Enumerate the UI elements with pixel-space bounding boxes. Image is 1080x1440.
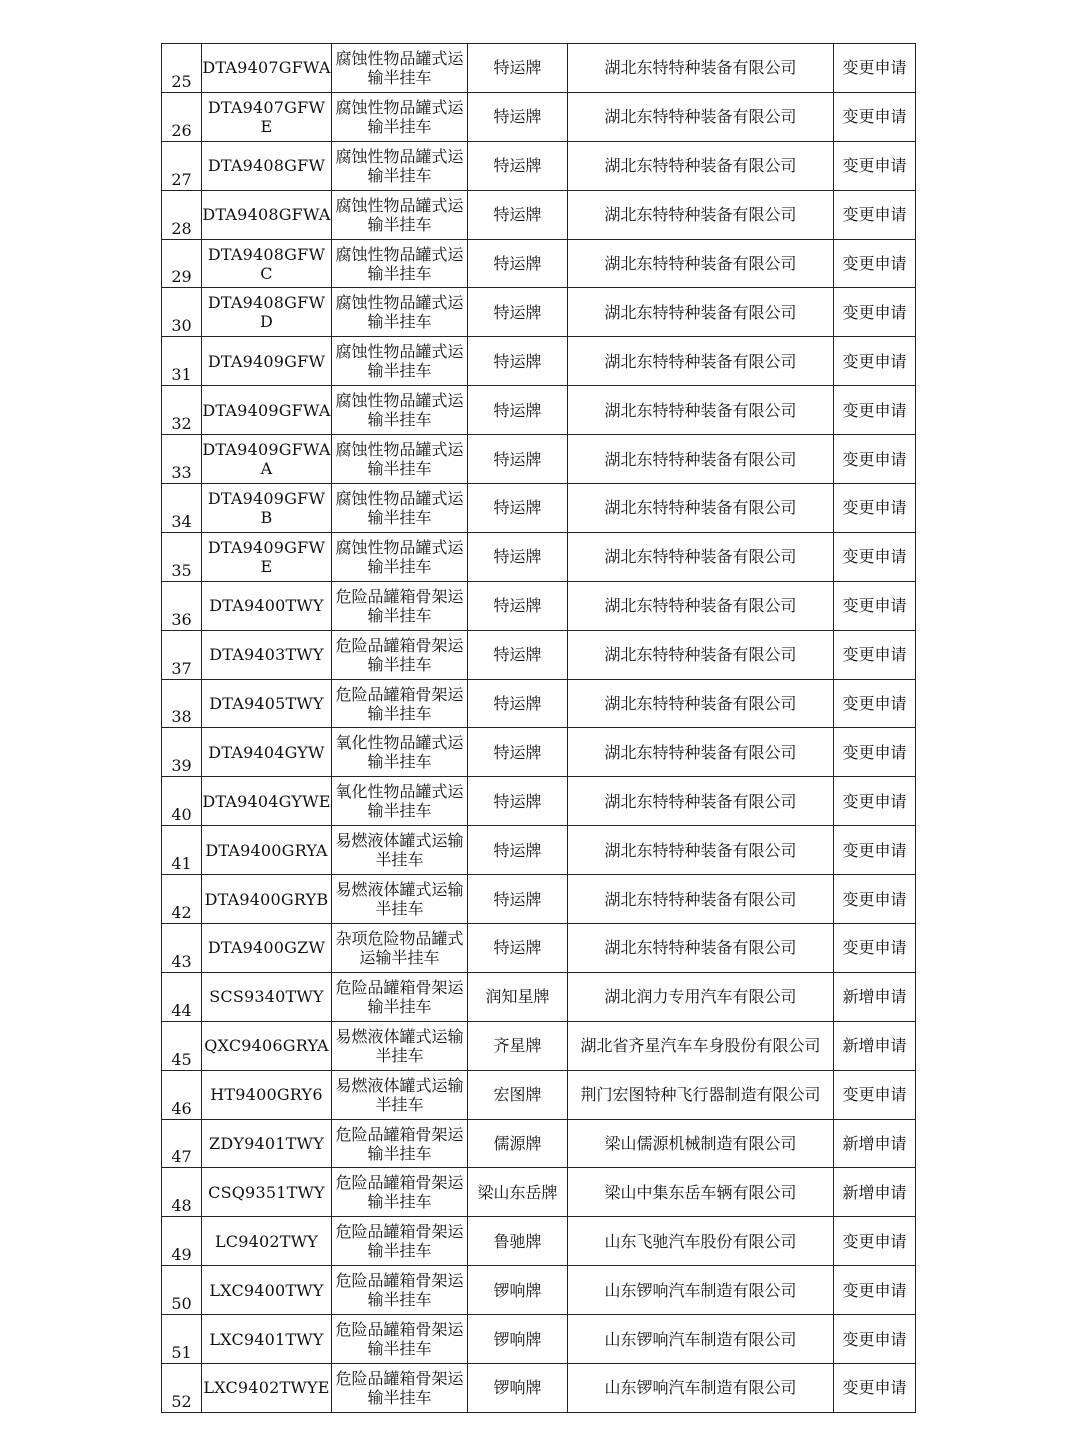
vehicle-name-cell: 腐蚀性物品罐式运输半挂车	[332, 532, 468, 581]
company-cell: 湖北东特特种装备有限公司	[568, 924, 834, 973]
table-row	[162, 1070, 916, 1119]
company-cell: 湖北东特特种装备有限公司	[568, 581, 834, 630]
table-row	[162, 728, 916, 777]
row-number-cell: 32	[162, 386, 202, 435]
row-number-cell: 35	[162, 532, 202, 581]
brand-cell: 儒源牌	[468, 1119, 568, 1168]
vehicle-name-cell: 易燃液体罐式运输半挂车	[332, 826, 468, 875]
row-number-cell: 44	[162, 972, 202, 1021]
table-row	[162, 288, 916, 337]
row-number-cell: 51	[162, 1315, 202, 1364]
table-row	[162, 972, 916, 1021]
brand-cell: 特运牌	[468, 826, 568, 875]
application-type-cell: 变更申请	[834, 875, 916, 924]
application-type-cell: 变更申请	[834, 679, 916, 728]
table-row	[162, 190, 916, 239]
row-number-cell: 27	[162, 141, 202, 190]
row-number-cell: 52	[162, 1364, 202, 1413]
vehicle-name-cell: 危险品罐箱骨架运输半挂车	[332, 1168, 468, 1217]
vehicle-model-cell: LC9402TWY	[202, 1217, 332, 1266]
company-cell: 山东锣响汽车制造有限公司	[568, 1315, 834, 1364]
table-row	[162, 484, 916, 533]
vehicle-model-cell: DTA9404GYW	[202, 728, 332, 777]
table-row	[162, 1168, 916, 1217]
company-cell: 湖北东特特种装备有限公司	[568, 875, 834, 924]
vehicle-name-cell: 危险品罐箱骨架运输半挂车	[332, 1315, 468, 1364]
brand-cell: 特运牌	[468, 92, 568, 141]
table-row	[162, 581, 916, 630]
vehicle-name-cell: 易燃液体罐式运输半挂车	[332, 1070, 468, 1119]
application-type-cell: 变更申请	[834, 190, 916, 239]
row-number-cell: 30	[162, 288, 202, 337]
application-type-cell: 变更申请	[834, 1217, 916, 1266]
vehicle-name-cell: 氧化性物品罐式运输半挂车	[332, 777, 468, 826]
table-row	[162, 435, 916, 484]
brand-cell: 特运牌	[468, 630, 568, 679]
row-number-cell: 49	[162, 1217, 202, 1266]
application-type-cell: 变更申请	[834, 581, 916, 630]
vehicle-model-cell: LXC9402TWYE	[202, 1364, 332, 1413]
brand-cell: 锣响牌	[468, 1315, 568, 1364]
brand-cell: 特运牌	[468, 288, 568, 337]
table-row	[162, 1315, 916, 1364]
company-cell: 湖北东特特种装备有限公司	[568, 484, 834, 533]
vehicle-name-cell: 危险品罐箱骨架运输半挂车	[332, 1217, 468, 1266]
vehicle-model-cell: ZDY9401TWY	[202, 1119, 332, 1168]
application-type-cell: 变更申请	[834, 826, 916, 875]
row-number-cell: 41	[162, 826, 202, 875]
table-row	[162, 92, 916, 141]
row-number-cell: 43	[162, 924, 202, 973]
application-type-cell: 变更申请	[834, 337, 916, 386]
table-row	[162, 1021, 916, 1070]
vehicle-name-cell: 危险品罐箱骨架运输半挂车	[332, 630, 468, 679]
table-row	[162, 1119, 916, 1168]
vehicle-model-cell: LXC9401TWY	[202, 1315, 332, 1364]
brand-cell: 特运牌	[468, 679, 568, 728]
application-type-cell: 变更申请	[834, 1315, 916, 1364]
vehicle-model-cell: DTA9407GFWA	[202, 44, 332, 93]
vehicle-model-cell: DTA9405TWY	[202, 679, 332, 728]
company-cell: 湖北东特特种装备有限公司	[568, 532, 834, 581]
application-type-cell: 新增申请	[834, 1119, 916, 1168]
vehicle-name-cell: 腐蚀性物品罐式运输半挂车	[332, 288, 468, 337]
row-number-cell: 25	[162, 44, 202, 93]
application-type-cell: 变更申请	[834, 630, 916, 679]
brand-cell: 特运牌	[468, 484, 568, 533]
company-cell: 山东锣响汽车制造有限公司	[568, 1266, 834, 1315]
vehicle-model-cell: DTA9409GFWE	[202, 532, 332, 581]
row-number-cell: 40	[162, 777, 202, 826]
row-number-cell: 34	[162, 484, 202, 533]
application-type-cell: 变更申请	[834, 924, 916, 973]
row-number-cell: 45	[162, 1021, 202, 1070]
row-number-cell: 37	[162, 630, 202, 679]
company-cell: 湖北东特特种装备有限公司	[568, 44, 834, 93]
application-type-cell: 变更申请	[834, 239, 916, 288]
company-cell: 荆门宏图特种飞行器制造有限公司	[568, 1070, 834, 1119]
company-cell: 湖北东特特种装备有限公司	[568, 435, 834, 484]
brand-cell: 特运牌	[468, 924, 568, 973]
table-row	[162, 924, 916, 973]
row-number-cell: 48	[162, 1168, 202, 1217]
company-cell: 湖北东特特种装备有限公司	[568, 386, 834, 435]
vehicle-model-cell: DTA9400GRYB	[202, 875, 332, 924]
vehicle-model-cell: DTA9404GYWE	[202, 777, 332, 826]
row-number-cell: 36	[162, 581, 202, 630]
vehicle-name-cell: 危险品罐箱骨架运输半挂车	[332, 972, 468, 1021]
company-cell: 梁山儒源机械制造有限公司	[568, 1119, 834, 1168]
brand-cell: 特运牌	[468, 239, 568, 288]
vehicle-model-cell: DTA9409GFWAA	[202, 435, 332, 484]
vehicle-model-cell: QXC9406GRYA	[202, 1021, 332, 1070]
vehicle-name-cell: 危险品罐箱骨架运输半挂车	[332, 1266, 468, 1315]
brand-cell: 特运牌	[468, 875, 568, 924]
row-number-cell: 39	[162, 728, 202, 777]
row-number-cell: 33	[162, 435, 202, 484]
vehicle-name-cell: 危险品罐箱骨架运输半挂车	[332, 1364, 468, 1413]
row-number-cell: 31	[162, 337, 202, 386]
application-type-cell: 变更申请	[834, 532, 916, 581]
company-cell: 湖北东特特种装备有限公司	[568, 141, 834, 190]
application-type-cell: 变更申请	[834, 1070, 916, 1119]
vehicle-name-cell: 易燃液体罐式运输半挂车	[332, 875, 468, 924]
company-cell: 湖北东特特种装备有限公司	[568, 288, 834, 337]
table-row	[162, 337, 916, 386]
company-cell: 湖北东特特种装备有限公司	[568, 190, 834, 239]
application-type-cell: 新增申请	[834, 972, 916, 1021]
vehicle-name-cell: 危险品罐箱骨架运输半挂车	[332, 1119, 468, 1168]
vehicle-name-cell: 杂项危险物品罐式运输半挂车	[332, 924, 468, 973]
vehicle-model-cell: DTA9400TWY	[202, 581, 332, 630]
brand-cell: 特运牌	[468, 581, 568, 630]
application-type-cell: 变更申请	[834, 288, 916, 337]
vehicle-name-cell: 腐蚀性物品罐式运输半挂车	[332, 435, 468, 484]
vehicle-name-cell: 腐蚀性物品罐式运输半挂车	[332, 141, 468, 190]
vehicle-model-cell: DTA9408GFWD	[202, 288, 332, 337]
company-cell: 湖北润力专用汽车有限公司	[568, 972, 834, 1021]
application-type-cell: 变更申请	[834, 141, 916, 190]
row-number-cell: 42	[162, 875, 202, 924]
application-type-cell: 变更申请	[834, 1266, 916, 1315]
brand-cell: 梁山东岳牌	[468, 1168, 568, 1217]
row-number-cell: 28	[162, 190, 202, 239]
brand-cell: 特运牌	[468, 190, 568, 239]
table-body	[162, 44, 916, 1413]
vehicle-catalog-table	[161, 43, 916, 1413]
vehicle-name-cell: 腐蚀性物品罐式运输半挂车	[332, 386, 468, 435]
vehicle-model-cell: DTA9409GFWA	[202, 386, 332, 435]
application-type-cell: 变更申请	[834, 1364, 916, 1413]
row-number-cell: 38	[162, 679, 202, 728]
company-cell: 湖北东特特种装备有限公司	[568, 239, 834, 288]
table-row	[162, 826, 916, 875]
vehicle-name-cell: 腐蚀性物品罐式运输半挂车	[332, 239, 468, 288]
brand-cell: 特运牌	[468, 44, 568, 93]
vehicle-name-cell: 氧化性物品罐式运输半挂车	[332, 728, 468, 777]
vehicle-model-cell: DTA9408GFWA	[202, 190, 332, 239]
vehicle-name-cell: 危险品罐箱骨架运输半挂车	[332, 679, 468, 728]
table-row	[162, 386, 916, 435]
company-cell: 湖北东特特种装备有限公司	[568, 337, 834, 386]
vehicle-name-cell: 腐蚀性物品罐式运输半挂车	[332, 190, 468, 239]
brand-cell: 特运牌	[468, 337, 568, 386]
vehicle-model-cell: DTA9409GFWB	[202, 484, 332, 533]
brand-cell: 润知星牌	[468, 972, 568, 1021]
table-row	[162, 1364, 916, 1413]
table-row	[162, 630, 916, 679]
table-row	[162, 875, 916, 924]
vehicle-name-cell: 腐蚀性物品罐式运输半挂车	[332, 484, 468, 533]
vehicle-name-cell: 腐蚀性物品罐式运输半挂车	[332, 92, 468, 141]
row-number-cell: 46	[162, 1070, 202, 1119]
brand-cell: 齐星牌	[468, 1021, 568, 1070]
vehicle-model-cell: DTA9403TWY	[202, 630, 332, 679]
vehicle-model-cell: DTA9400GRYA	[202, 826, 332, 875]
brand-cell: 特运牌	[468, 777, 568, 826]
vehicle-model-cell: DTA9409GFW	[202, 337, 332, 386]
vehicle-model-cell: CSQ9351TWY	[202, 1168, 332, 1217]
vehicle-name-cell: 腐蚀性物品罐式运输半挂车	[332, 337, 468, 386]
table-row	[162, 44, 916, 93]
brand-cell: 鲁驰牌	[468, 1217, 568, 1266]
table-row	[162, 1266, 916, 1315]
company-cell: 山东飞驰汽车股份有限公司	[568, 1217, 834, 1266]
application-type-cell: 变更申请	[834, 386, 916, 435]
vehicle-name-cell: 易燃液体罐式运输半挂车	[332, 1021, 468, 1070]
company-cell: 湖北东特特种装备有限公司	[568, 679, 834, 728]
application-type-cell: 变更申请	[834, 435, 916, 484]
application-type-cell: 变更申请	[834, 484, 916, 533]
vehicle-model-cell: DTA9408GFWC	[202, 239, 332, 288]
company-cell: 湖北东特特种装备有限公司	[568, 777, 834, 826]
vehicle-name-cell: 腐蚀性物品罐式运输半挂车	[332, 44, 468, 93]
application-type-cell: 变更申请	[834, 728, 916, 777]
brand-cell: 宏图牌	[468, 1070, 568, 1119]
brand-cell: 特运牌	[468, 141, 568, 190]
company-cell: 湖北省齐星汽车车身股份有限公司	[568, 1021, 834, 1070]
row-number-cell: 47	[162, 1119, 202, 1168]
vehicle-model-cell: HT9400GRY6	[202, 1070, 332, 1119]
vehicle-name-cell: 危险品罐箱骨架运输半挂车	[332, 581, 468, 630]
table-row	[162, 679, 916, 728]
vehicle-model-cell: SCS9340TWY	[202, 972, 332, 1021]
table-row	[162, 777, 916, 826]
vehicle-model-cell: DTA9408GFW	[202, 141, 332, 190]
application-type-cell: 新增申请	[834, 1021, 916, 1070]
table-row	[162, 239, 916, 288]
company-cell: 湖北东特特种装备有限公司	[568, 630, 834, 679]
application-type-cell: 变更申请	[834, 92, 916, 141]
vehicle-model-cell: DTA9400GZW	[202, 924, 332, 973]
vehicle-model-cell: DTA9407GFWE	[202, 92, 332, 141]
row-number-cell: 50	[162, 1266, 202, 1315]
application-type-cell: 变更申请	[834, 44, 916, 93]
application-type-cell: 变更申请	[834, 777, 916, 826]
vehicle-model-cell: LXC9400TWY	[202, 1266, 332, 1315]
brand-cell: 特运牌	[468, 435, 568, 484]
brand-cell: 锣响牌	[468, 1266, 568, 1315]
application-type-cell: 新增申请	[834, 1168, 916, 1217]
table-row	[162, 532, 916, 581]
table-row	[162, 1217, 916, 1266]
company-cell: 湖北东特特种装备有限公司	[568, 92, 834, 141]
company-cell: 山东锣响汽车制造有限公司	[568, 1364, 834, 1413]
brand-cell: 锣响牌	[468, 1364, 568, 1413]
row-number-cell: 29	[162, 239, 202, 288]
brand-cell: 特运牌	[468, 532, 568, 581]
brand-cell: 特运牌	[468, 728, 568, 777]
row-number-cell: 26	[162, 92, 202, 141]
brand-cell: 特运牌	[468, 386, 568, 435]
table-row	[162, 141, 916, 190]
company-cell: 湖北东特特种装备有限公司	[568, 728, 834, 777]
company-cell: 梁山中集东岳车辆有限公司	[568, 1168, 834, 1217]
company-cell: 湖北东特特种装备有限公司	[568, 826, 834, 875]
